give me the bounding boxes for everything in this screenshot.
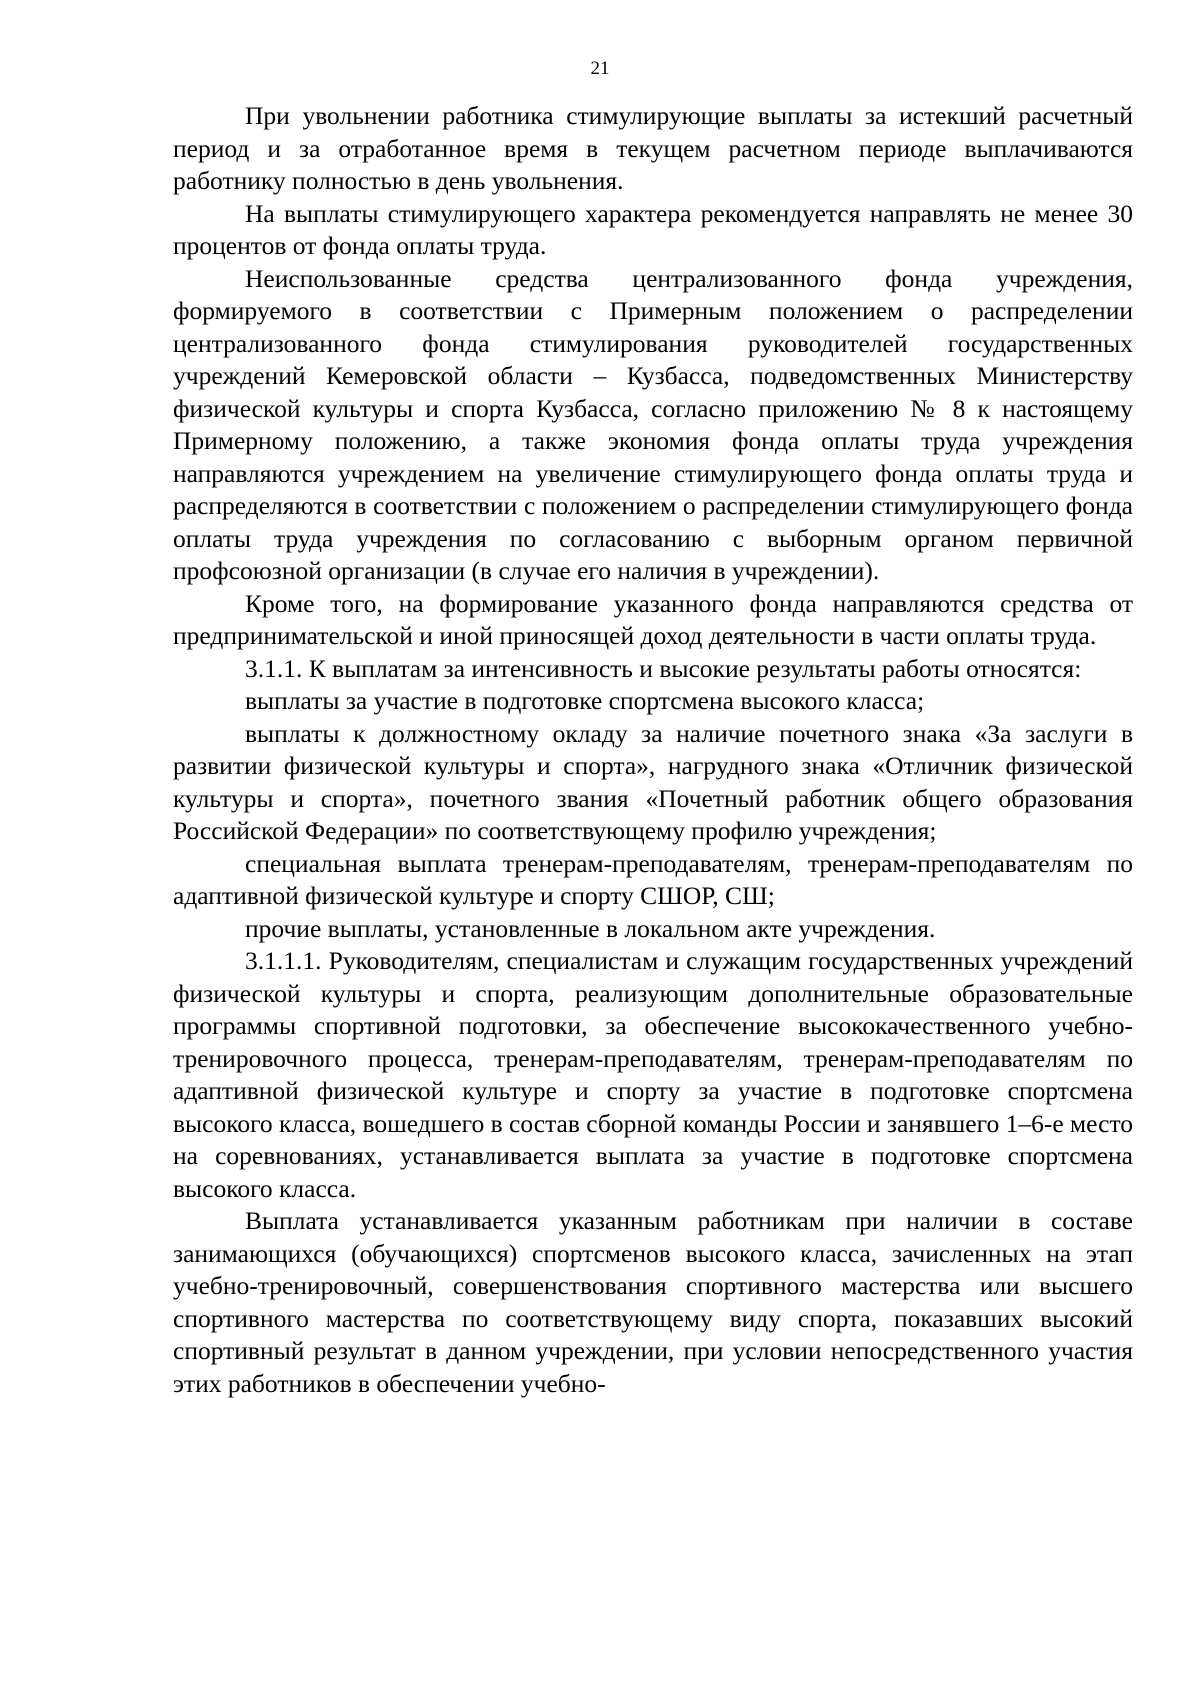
paragraph-payment-conditions: Выплата устанавливается указанным работникам при наличии в составе занимающихся (обучающихся) спортсменов высокого класса, зачисленных на этап учебно-тренировочный, совершенствования спортивного мастерства или высшего спортивного мастерства по соответствующему виду спорта, показавших высокий спортивный результат в данном учреждении, при условии непосредственного участия этих работников в обеспечении учебно- [173, 1206, 1133, 1398]
paragraph-incentive-share: На выплаты стимулирующего характера рекомендуется направлять не менее 30 процентов от фонда оплаты труда. [173, 198, 1133, 260]
document-body [173, 100, 1133, 1400]
list-item-athlete-training: выплаты за участие в подготовке спортсмена высокого класса; [245, 686, 925, 715]
paragraph-dismissal-payments: При увольнении работника стимулирующие выплаты за истекший расчетный период и за отработанное время в текущем расчетном периоде выплачиваются работнику полностью в день увольнения. [173, 101, 1133, 195]
list-item-special-payment: специальная выплата тренерам-преподавателям, тренерам-преподавателям по адаптивной физической культуре и спорту СШОР, СШ; [173, 848, 1133, 910]
paragraph-unused-funds: Неиспользованные средства централизованного фонда учреждения, формируемого в соответствии с Примерным положением о распределении централизованного фонда стимулирования руководителей государственных учреждений Кемеровской области – Кузбасса, подведомственных Министерству физической культуры и спорта Кузбасса, согласно приложению № 8 к настоящему Примерному положению, а также экономия фонда оплаты труда учреждения направляются учреждением на увеличение стимулирующего фонда оплаты труда и распределяются в соответствии с положением о распределении стимулирующего фонда оплаты труда учреждения по согласованию с выборным органом первичной профсоюзной организации (в случае его наличия в учреждении). [173, 263, 1133, 585]
list-item-honorary-badge: выплаты к должностному окладу за наличие почетного знака «За заслуги в развитии физической культуры и спорта», нагрудного знака «Отличник физической культуры и спорта», почетного звания «Почетный работник общего образования Российской Федерации» по соответствующему профилю учреждения; [173, 718, 1133, 845]
page-number: 21 [590, 58, 610, 79]
list-item-other-payments: прочие выплаты, установленные в локальном акте учреждения. [245, 913, 936, 943]
paragraph-additional-sources: Кроме того, на формирование указанного фонда направляются средства от предпринимательской и иной приносящей доход деятельности в части оплаты труда. [173, 588, 1133, 650]
paragraph-section-3-1-1-1: 3.1.1.1. Руководителям, специалистам и служащим государственных учреждений физической культуры и спорта, реализующим дополнительные образовательные программы спортивной подготовки, за обеспечение высококачественного учебно-тренировочного процесса, тренерам-преподавателям, тренерам-преподавателям по адаптивной физической культуре и спорту за участие в подготовке спортсмена высокого класса, вошедшего в состав сборной команды России и занявшего 1–6-е место на соревнованиях, устанавливается выплата за участие в подготовке спортсмена высокого класса. [173, 946, 1133, 1203]
paragraph-section-3-1-1: 3.1.1. К выплатам за интенсивность и высокие результаты работы относятся: [245, 653, 1082, 683]
